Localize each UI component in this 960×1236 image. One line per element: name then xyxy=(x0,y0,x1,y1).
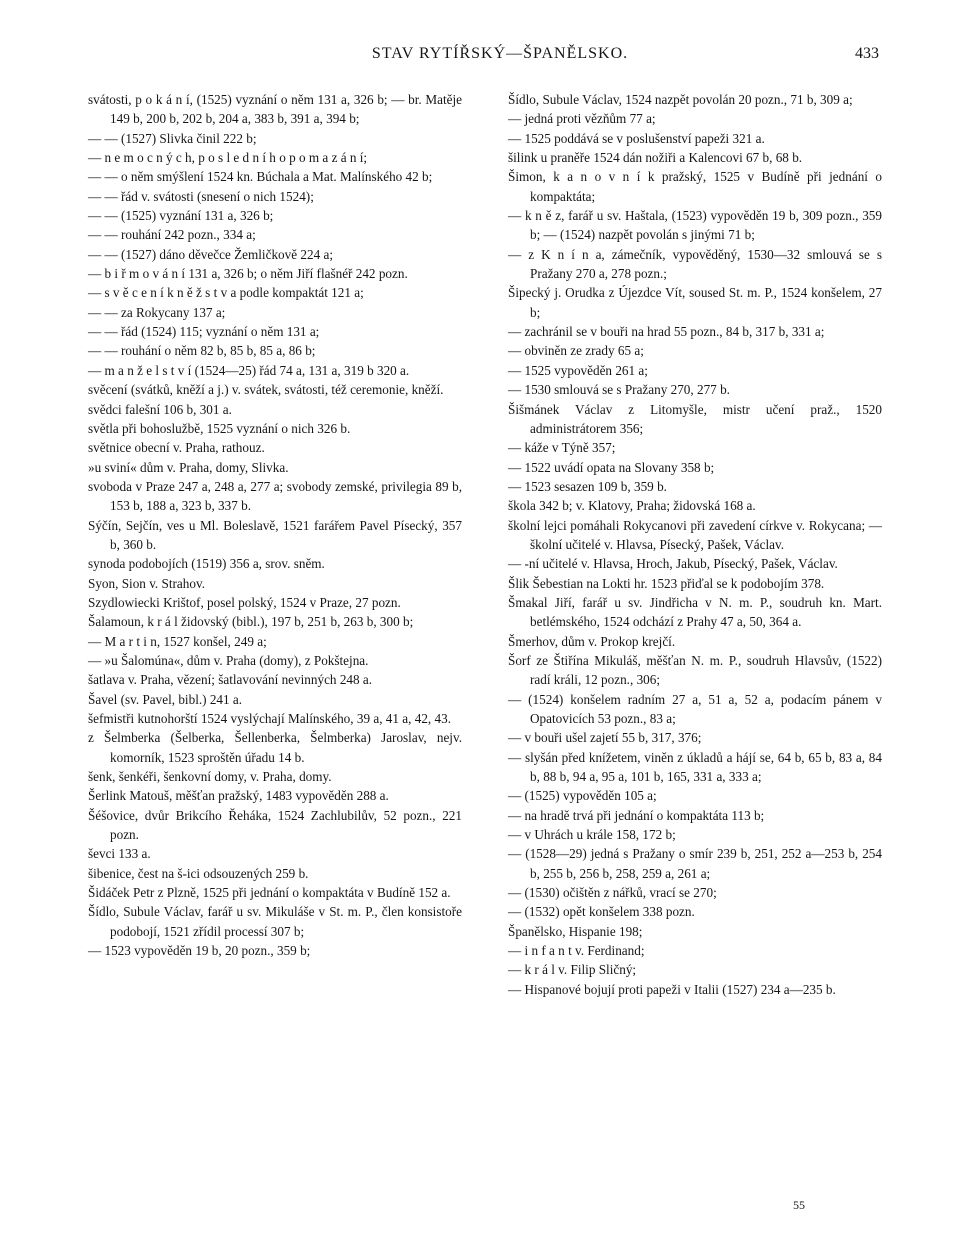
index-entry: Šídlo, Subule Václav, 1524 nazpět povolán 20 pozn., 71 b, 309 a; xyxy=(508,92,853,107)
index-entry: — n e m o c n ý c h, p o s l e d n í h o p o m a z á n í; xyxy=(88,150,368,166)
index-entry: šilink u praněře 1524 dán nožiři a Kalencovi 67 b, 68 b. xyxy=(508,150,803,166)
index-entry: šibenice, čest na š-ici odsouzených 259 b. xyxy=(88,865,309,881)
index-entry: — slyšán před knížetem, viněn z úkladů a hájí se, 64 b, 65 b, 83 a, 84 b, 88 b, 94 a, 95 a, 101 b, 165, 331 a, 333 a; xyxy=(508,749,882,785)
index-entry: svěcení (svátků, kněží a j.) v. svátek, svátosti, též ceremonie, kněží. xyxy=(88,382,444,398)
index-entry: Šavel (sv. Pavel, bibl.) 241 a. xyxy=(88,691,243,707)
index-entry: — — (1527) Slivka činil 222 b; xyxy=(88,130,257,146)
right-column xyxy=(508,90,882,999)
index-entry: — b i ř m o v á n í 131 a, 326 b; o něm Jiří flašnéř 242 pozn. xyxy=(88,266,408,282)
index-entry: Šimon, k a n o v n í k pražský, 1525 v Budíně při jednání o kompaktáta; xyxy=(508,169,882,204)
index-entry: — 1523 sesazen 109 b, 359 b. xyxy=(508,478,667,494)
index-entry: — v bouři ušel zajetí 55 b, 317, 376; xyxy=(508,730,702,746)
index-entry: — jedná proti vězňům 77 a; xyxy=(508,111,656,127)
signature-mark: 55 xyxy=(793,1198,805,1212)
index-entry: Šipecký j. Orudka z Újezdce Vít, soused St. m. P., 1524 konšelem, 27 b; xyxy=(508,285,882,320)
index-entry: Španělsko, Hispanie 198; xyxy=(508,923,643,939)
index-entry: — obviněn ze zrady 65 a; xyxy=(508,343,644,359)
index-entry: — — za Rokycany 137 a; xyxy=(88,304,226,320)
page-number: 433 xyxy=(855,45,879,62)
index-entry: »u sviní« dům v. Praha, domy, Slivka. xyxy=(88,459,289,475)
index-entry: školní lejci pomáhali Rokycanovi při zavedení církve v. Rokycana; — školní učitelé v. Hlavsa, Písecký, Pašek, Václav. xyxy=(508,517,882,552)
index-entry: — 1523 vypověděn 19 b, 20 pozn., 359 b; xyxy=(88,943,311,959)
index-entry: — (1528—29) jedná s Pražany o smír 239 b, 251, 252 a—253 b, 254 b, 255 b, 256 b, 258, 259 a, 261 a; xyxy=(508,846,882,881)
index-entry: — -ní učitelé v. Hlavsa, Hroch, Jakub, Písecký, Pašek, Václav. xyxy=(508,556,838,572)
running-header: STAV RYTÍŘSKÝ—ŠPANĚLSKO. xyxy=(371,45,629,62)
index-entry: — i n f a n t v. Ferdinand; xyxy=(508,943,645,959)
index-entry: — káže v Týně 357; xyxy=(508,440,616,456)
index-entry: Šišmánek Václav z Litomyšle, mistr učení praž., 1520 administrátorem 356; xyxy=(508,401,882,436)
index-entry: — — řád v. svátosti (snesení o nich 1524); xyxy=(88,188,314,204)
index-entry: — k r á l v. Filip Sličný; xyxy=(508,962,637,978)
index-entry: svátosti, p o k á n í, (1525) vyznání o něm 131 a, 326 b; — br. Matěje 149 b, 200 b, 202 b, 204 a, 383 b, 391 a, 394 b; xyxy=(88,92,462,127)
index-entry: — zachránil se v bouři na hrad 55 pozn., 84 b, 317 b, 331 a; xyxy=(508,324,825,340)
index-entry: Šerlink Matouš, měšťan pražský, 1483 vypověděn 288 a. xyxy=(88,788,389,804)
index-entry: — Hispanové bojují proti papeži v Italii (1527) 234 a—235 b. xyxy=(508,981,836,997)
index-entry: — — rouhání 242 pozn., 334 a; xyxy=(88,227,256,243)
index-entry: Šmerhov, dům v. Prokop krejčí. xyxy=(508,633,676,649)
index-entry: — z K n í n a, zámečník, vypověděný, 1530—32 smlouvá se s Pražany 270 a, 278 pozn.; xyxy=(508,246,882,282)
index-entry: Šorf ze Štiřína Mikuláš, měšťan N. m. P., soudruh Hlavsův, (1522) radí králi, 12 pozn., 306; xyxy=(508,652,882,688)
index-entry: — (1524) konšelem radním 27 a, 51 a, 52 a, podacím pánem v Opatovicích 53 pozn., 83 a; xyxy=(508,691,882,726)
index-entry: škola 342 b; v. Klatovy, Praha; židovská 168 a. xyxy=(508,498,756,514)
index-entry: — (1525) vypověděn 105 a; xyxy=(508,788,657,804)
index-entry: svědci falešní 106 b, 301 a. xyxy=(88,401,232,417)
index-entry: šenk, šenkéři, šenkovní domy, v. Praha, domy. xyxy=(88,769,332,785)
index-entry: Šídlo, Subule Václav, farář u sv. Mikuláše v St. m. P., člen konsistoře podobojí, 1521 zřídil processí 307 b; xyxy=(88,904,462,939)
index-entry: Sýčín, Sejčín, ves u Ml. Boleslavě, 1521 farářem Pavel Písecký, 357 b, 360 b. xyxy=(88,517,462,552)
index-entry: světnice obecní v. Praha, rathouz. xyxy=(88,440,265,456)
index-entry: šefmistři kutnohorští 1524 vyslýchají Malínského, 39 a, 41 a, 42, 43. xyxy=(88,711,451,726)
index-entry: — na hradě trvá při jednání o kompaktáta 113 b; xyxy=(508,807,765,823)
index-entry: Šalamoun, k r á l židovský (bibl.), 197 b, 251 b, 263 b, 300 b; xyxy=(88,614,414,630)
index-entry: — 1525 poddává se v poslušenství papeži 321 a. xyxy=(508,130,765,146)
index-entry: synoda podobojích (1519) 356 a, srov. sněm. xyxy=(88,556,325,572)
index-entry: — — (1525) vyznání 131 a, 326 b; xyxy=(88,208,274,224)
index-entry: — 1525 vypověděn 261 a; xyxy=(508,362,648,378)
index-entry: — — řád (1524) 115; vyznání o něm 131 a; xyxy=(88,324,320,340)
index-entry: — v Uhrách u krále 158, 172 b; xyxy=(508,827,676,843)
index-entry: Šidáček Petr z Plzně, 1525 při jednání o kompaktáta v Budíně 152 a. xyxy=(88,885,451,901)
index-entry: šatlava v. Praha, vězení; šatlavování nevinných 248 a. xyxy=(88,672,373,688)
index-entry: Syon, Sion v. Strahov. xyxy=(88,575,205,591)
left-column xyxy=(88,90,462,960)
index-entry: — 1530 smlouvá se s Pražany 270, 277 b. xyxy=(508,382,730,398)
index-entry: — 1522 uvádí opata na Slovany 358 b; xyxy=(508,459,715,475)
index-entry: — — o něm smýšlení 1524 kn. Búchala a Mat. Malínského 42 b; xyxy=(88,169,433,185)
index-entry: — — rouhání o něm 82 b, 85 b, 85 a, 86 b; xyxy=(88,343,316,359)
index-entry: Šlik Šebestian na Lokti hr. 1523 přiďal se k podobojím 378. xyxy=(508,575,825,591)
index-entry: — (1530) očištěn z nářků, vrací se 270; xyxy=(508,885,717,901)
index-entry: ševci 133 a. xyxy=(88,846,151,862)
index-entry: Šmakal Jiří, farář u sv. Jindřicha v N. m. P., soudruh kn. Mart. betlémského, 1524 odchází z Prahy 47 a, 50, 364 a. xyxy=(508,594,882,630)
index-entry: — s v ě c e n í k n ě ž s t v a podle kompaktát 121 a; xyxy=(88,285,364,301)
index-entry: svoboda v Praze 247 a, 248 a, 277 a; svobody zemské, privilegia 89 b, 153 b, 188 a, 323 b, 337 b. xyxy=(88,478,462,514)
index-entry: — — (1527) dáno děvečce Žemličkově 224 a; xyxy=(88,246,333,262)
index-entry: světla při bohoslužbě, 1525 vyznání o nich 326 b. xyxy=(88,420,351,436)
index-entry: z Šelmberka (Šelberka, Šellenberka, Šelmberka) Jaroslav, nejv. komorník, 1523 sproštěn úřadu 14 b. xyxy=(88,730,462,765)
index-entry: — »u Šalomúna«, dům v. Praha (domy), z Pokštejna. xyxy=(88,652,369,668)
index-entry: — M a r t i n, 1527 konšel, 249 a; xyxy=(88,633,267,649)
index-entry: Szydlowiecki Krištof, posel polský, 1524 v Praze, 27 pozn. xyxy=(88,594,401,610)
index-entry: Šéšovice, dvůr Brikcího Řeháka, 1524 Zachlubilův, 52 pozn., 221 pozn. xyxy=(88,807,462,843)
index-entry: — k n ě z, farář u sv. Haštala, (1523) vypověděn 19 b, 309 pozn., 359 b; — (1524) nazpět povolán s jinými 71 b; xyxy=(508,208,882,243)
index-entry: — (1532) opět konšelem 338 pozn. xyxy=(508,904,695,920)
index-entry: — m a n ž e l s t v í (1524—25) řád 74 a, 131 a, 319 b 320 a. xyxy=(88,362,410,378)
